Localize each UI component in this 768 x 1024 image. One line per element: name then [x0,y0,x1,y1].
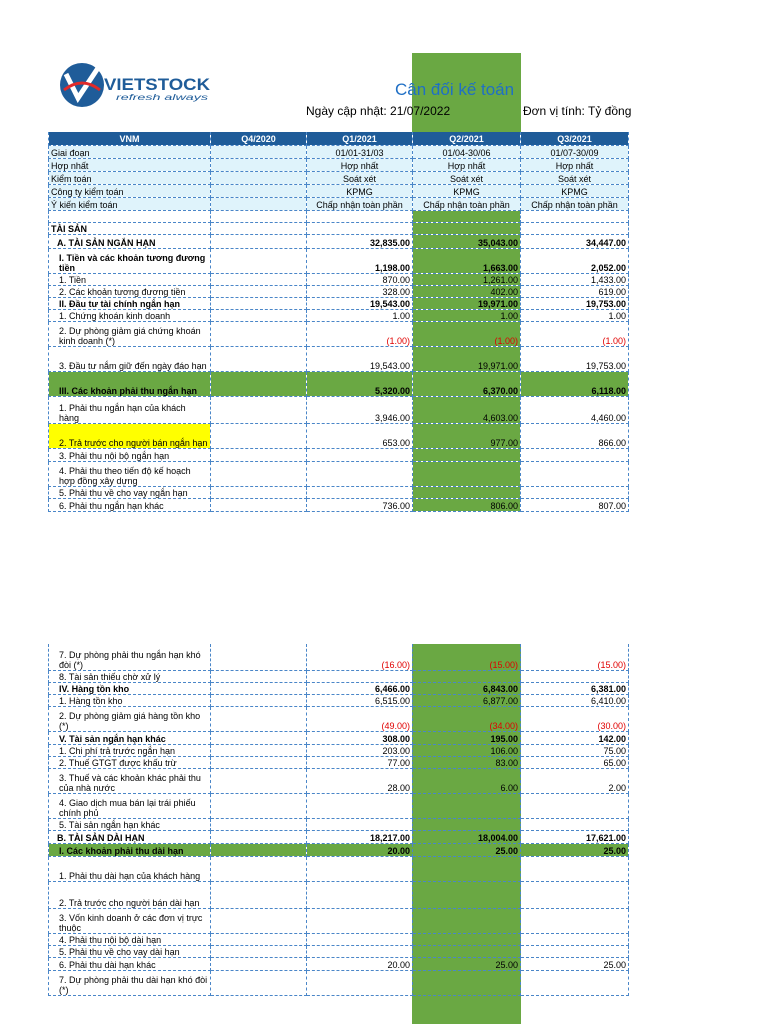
table-cell: 5. Phải thu về cho vay ngắn hạn [49,487,211,499]
table-cell: 1,198.00 [307,249,413,274]
table-cell: 35,043.00 [413,235,521,249]
table-cell: 5. Tài sản ngắn hạn khác [49,819,211,831]
table-row [49,286,629,298]
table-cell [307,794,413,819]
table-cell: 870.00 [307,274,413,286]
table-cell [211,909,307,934]
table-cell: 2. Thuế GTGT được khấu trừ [49,757,211,769]
table-cell [521,487,629,499]
table-cell [521,794,629,819]
table-cell: 20.00 [307,958,413,971]
table-cell: 2,052.00 [521,249,629,274]
table-row [49,695,629,707]
table-row [49,794,629,819]
table-cell: KPMG [521,185,629,198]
balance-sheet-table-1 [48,132,629,512]
table-cell [307,487,413,499]
table-cell [211,757,307,769]
table-row [49,683,629,695]
table-cell [211,844,307,857]
table-cell: 619.00 [521,286,629,298]
table-cell [211,934,307,946]
logo-text: VIETSTOCK [104,75,211,94]
table-cell [413,671,521,683]
page-title: Cân đối kế toán [395,80,515,99]
table-cell: 1. Chứng khoán kinh doanh [49,310,211,322]
table-cell [211,198,307,211]
table-cell: KPMG [413,185,521,198]
table-cell [307,223,413,235]
info-row [49,159,629,172]
table-cell: 3. Vốn kinh doanh ở các đơn vị trực thuộc [49,909,211,934]
table-cell: 6,410.00 [521,695,629,707]
table-cell: 20.00 [307,844,413,857]
table-cell [211,707,307,732]
table-row [49,882,629,909]
table-cell: (16.00) [307,644,413,671]
table-row [49,223,629,235]
logo-tagline: refresh always [116,93,208,102]
table-cell: I. Tiền và các khoản tương đương tiền [49,249,211,274]
table-row [49,235,629,249]
table-cell [211,462,307,487]
table-cell [211,310,307,322]
table-cell: 65.00 [521,757,629,769]
table-cell: Chấp nhận toàn phần [521,198,629,211]
table-cell: (1.00) [521,322,629,347]
table-cell [211,159,307,172]
table-cell: B. TÀI SẢN DÀI HẠN [49,831,211,844]
table-row [49,487,629,499]
table-cell: Công ty kiểm toán [49,185,211,198]
table-cell: 402.00 [413,286,521,298]
table-cell: 1.00 [521,310,629,322]
table-cell: 4,460.00 [521,397,629,424]
table-cell: 6.00 [413,769,521,794]
table-cell: 19,753.00 [521,347,629,372]
table-cell [521,671,629,683]
table-cell [521,819,629,831]
table-cell: (1.00) [413,322,521,347]
table-cell: 1. Chi phí trả trước ngắn hạn [49,745,211,757]
table-cell: 18,004.00 [413,831,521,844]
table-cell: 6,381.00 [521,683,629,695]
table-cell [307,462,413,487]
table-cell: 8. Tài sản thiếu chờ xử lý [49,671,211,683]
table-row [49,298,629,310]
table-cell: 4. Phải thu nội bộ dài hạn [49,934,211,946]
table-row [49,934,629,946]
table-cell: 75.00 [521,745,629,757]
table-cell [211,971,307,996]
table-cell: 1. Tiền [49,274,211,286]
table-row [49,909,629,934]
table-cell: Hợp nhất [307,159,413,172]
table-cell [211,211,307,223]
table-cell: 19,543.00 [307,298,413,310]
table-cell: 32,835.00 [307,235,413,249]
info-row [49,146,629,159]
table-cell: 4. Giao dịch mua bán lại trái phiếu chính phủ [49,794,211,819]
unit-label: Đơn vị tính: Tỷ đồng [523,104,632,118]
table-cell [211,172,307,185]
table-cell [521,449,629,462]
table-row [49,958,629,971]
table-cell: 2. Các khoản tương đương tiền [49,286,211,298]
table-cell: (49.00) [307,707,413,732]
table-cell: Soát xét [521,172,629,185]
table-cell: 6,877.00 [413,695,521,707]
table-cell [413,462,521,487]
table-cell: 806.00 [413,499,521,512]
table-cell: (34.00) [413,707,521,732]
table-cell [521,882,629,909]
table-cell [211,487,307,499]
table-row [49,310,629,322]
table-cell: 28.00 [307,769,413,794]
table-row [49,644,629,671]
table-cell [211,397,307,424]
table-cell: (1.00) [307,322,413,347]
column-header: Q2/2021 [413,132,521,146]
table-cell [413,449,521,462]
table-cell [211,347,307,372]
table-row [49,769,629,794]
table-row [49,757,629,769]
table-cell [211,185,307,198]
column-header: Q1/2021 [307,132,413,146]
table-cell: 1.00 [413,310,521,322]
table-row [49,499,629,512]
table-cell [307,971,413,996]
table-cell: 866.00 [521,424,629,449]
table-cell: Chấp nhận toàn phần [307,198,413,211]
table-cell [413,946,521,958]
table-cell: 6,370.00 [413,372,521,397]
table-cell [211,958,307,971]
table-cell: 308.00 [307,732,413,745]
table-row [49,732,629,745]
table-cell [521,211,629,223]
table-cell: I. Các khoản phải thu dài hạn [49,844,211,857]
table-cell: Soát xét [307,172,413,185]
table-cell: 19,543.00 [307,347,413,372]
table-cell: 1. Hàng tồn kho [49,695,211,707]
table-cell: 3,946.00 [307,397,413,424]
table-cell [211,499,307,512]
table-cell: (15.00) [413,644,521,671]
table-cell: 1,433.00 [521,274,629,286]
table-cell [211,683,307,695]
table-cell: 6,515.00 [307,695,413,707]
table-cell [211,286,307,298]
table-row [49,671,629,683]
table-cell [521,223,629,235]
table-cell: 3. Thuế và các khoản khác phải thu của nhà nước [49,769,211,794]
table-cell [413,882,521,909]
table-cell: 17,621.00 [521,831,629,844]
table-cell: TÀI SẢN [49,223,211,235]
table-cell: Hợp nhất [49,159,211,172]
table-cell [307,211,413,223]
table-cell: V. Tài sản ngắn hạn khác [49,732,211,745]
table-cell [413,857,521,882]
table-cell [307,857,413,882]
table-cell: 6. Phải thu ngắn hạn khác [49,499,211,512]
table-cell [211,249,307,274]
table-cell: 1,261.00 [413,274,521,286]
table-cell [211,424,307,449]
table-header [49,132,629,146]
table-cell: IV. Hàng tồn kho [49,683,211,695]
table-cell: 977.00 [413,424,521,449]
table-cell [211,298,307,310]
table-cell: 5,320.00 [307,372,413,397]
table-row [49,449,629,462]
table-cell [49,211,211,223]
table-cell: 1,663.00 [413,249,521,274]
vietstock-logo [56,60,216,110]
table-cell: 2. Trả trước cho người bán dài hạn [49,882,211,909]
table-cell: 5. Phải thu về cho vay dài hạn [49,946,211,958]
table-cell [413,909,521,934]
table-cell [211,745,307,757]
info-row [49,172,629,185]
table-cell: 25.00 [521,844,629,857]
table-cell: 3. Đầu tư nắm giữ đến ngày đáo hạn [49,347,211,372]
table-row [49,844,629,857]
table-row [49,211,629,223]
table-cell [211,769,307,794]
table-row [49,372,629,397]
table-cell: Kiểm toán [49,172,211,185]
table-cell: 83.00 [413,757,521,769]
table-cell: Hợp nhất [413,159,521,172]
table-cell [211,322,307,347]
table-cell [413,223,521,235]
table-row [49,831,629,844]
table-cell: Giai đoạn [49,146,211,159]
table-cell: II. Đầu tư tài chính ngắn hạn [49,298,211,310]
table-cell: 2.00 [521,769,629,794]
table-cell [413,211,521,223]
table-cell: 1. Phải thu ngắn hạn của khách hàng [49,397,211,424]
column-header: Q4/2020 [211,132,307,146]
table-cell [211,695,307,707]
column-header: Q3/2021 [521,132,629,146]
table-cell [211,732,307,745]
table-row [49,424,629,449]
balance-sheet-table-2 [48,644,629,996]
table-cell [211,819,307,831]
table-cell [211,449,307,462]
table-row [49,971,629,996]
table-cell: 4,603.00 [413,397,521,424]
table-cell: 6,843.00 [413,683,521,695]
table-cell: 77.00 [307,757,413,769]
table-cell: 01/04-30/06 [413,146,521,159]
table-cell: 6. Phải thu dài hạn khác [49,958,211,971]
table-cell: 34,447.00 [521,235,629,249]
table-row [49,946,629,958]
table-cell [521,462,629,487]
table-cell: 19,753.00 [521,298,629,310]
info-row [49,185,629,198]
table-cell: Hợp nhất [521,159,629,172]
table-cell: 19,971.00 [413,298,521,310]
table-cell: 01/01-31/03 [307,146,413,159]
table-cell: 807.00 [521,499,629,512]
table-cell: III. Các khoản phải thu ngắn hạn [49,372,211,397]
table-cell: 2. Trả trước cho người bán ngắn hạn [49,424,211,449]
table-cell [211,274,307,286]
table-cell: Ý kiến kiểm toán [49,198,211,211]
table-cell: 195.00 [413,732,521,745]
table-cell: 328.00 [307,286,413,298]
table-cell: 653.00 [307,424,413,449]
table-row [49,462,629,487]
table-cell: 25.00 [413,844,521,857]
table-cell: 18,217.00 [307,831,413,844]
table-cell: 7. Dự phòng phải thu ngắn hạn khó đòi (*) [49,644,211,671]
table-cell [413,487,521,499]
table-cell: 4. Phải thu theo tiến độ kế hoạch hợp đồng xây dựng [49,462,211,487]
table-cell [211,882,307,909]
table-cell: (30.00) [521,707,629,732]
table-cell [413,819,521,831]
table-cell [211,223,307,235]
table-cell [211,946,307,958]
table-cell: 25.00 [413,958,521,971]
table-cell [211,372,307,397]
table-row [49,707,629,732]
table-cell: 1.00 [307,310,413,322]
table-cell: 2. Dự phòng giảm giá hàng tồn kho (*) [49,707,211,732]
table-cell: (15.00) [521,644,629,671]
info-row [49,198,629,211]
table-cell: 6,118.00 [521,372,629,397]
table-cell: 6,466.00 [307,683,413,695]
table-cell [521,857,629,882]
updated-date: Ngày cập nhật: 21/07/2022 [306,104,451,118]
table-cell [413,794,521,819]
table-cell [211,671,307,683]
table-cell: 19,971.00 [413,347,521,372]
table-cell [211,794,307,819]
table-cell: Chấp nhận toàn phần [413,198,521,211]
table-cell: 142.00 [521,732,629,745]
table-cell [307,946,413,958]
table-cell [307,449,413,462]
table-cell [211,235,307,249]
table-cell [307,819,413,831]
table-row [49,397,629,424]
table-cell [307,882,413,909]
table-cell [211,857,307,882]
table-cell: A. TÀI SẢN NGẮN HẠN [49,235,211,249]
table-cell: 1. Phải thu dài hạn của khách hàng [49,857,211,882]
table-row [49,274,629,286]
column-header: VNM [49,132,211,146]
table-cell [413,971,521,996]
table-cell [521,934,629,946]
table-cell [307,909,413,934]
table-cell [521,971,629,996]
table-row [49,745,629,757]
table-row [49,857,629,882]
table-cell [413,934,521,946]
table-cell: 3. Phải thu nội bộ ngắn hạn [49,449,211,462]
table-cell [307,671,413,683]
table-row [49,322,629,347]
table-row [49,249,629,274]
table-cell [211,644,307,671]
table-cell [521,909,629,934]
table-cell: 736.00 [307,499,413,512]
table-cell: 203.00 [307,745,413,757]
table-cell: 106.00 [413,745,521,757]
table-row [49,819,629,831]
table-row [49,347,629,372]
table-cell: Soát xét [413,172,521,185]
table-cell: 01/07-30/09 [521,146,629,159]
table-cell: KPMG [307,185,413,198]
table-cell [211,146,307,159]
table-cell [307,934,413,946]
table-cell [211,831,307,844]
table-cell: 2. Dự phòng giảm giá chứng khoán kinh doanh (*) [49,322,211,347]
table-cell: 7. Dự phòng phải thu dài hạn khó đòi (*) [49,971,211,996]
table-cell: 25.00 [521,958,629,971]
table-cell [521,946,629,958]
